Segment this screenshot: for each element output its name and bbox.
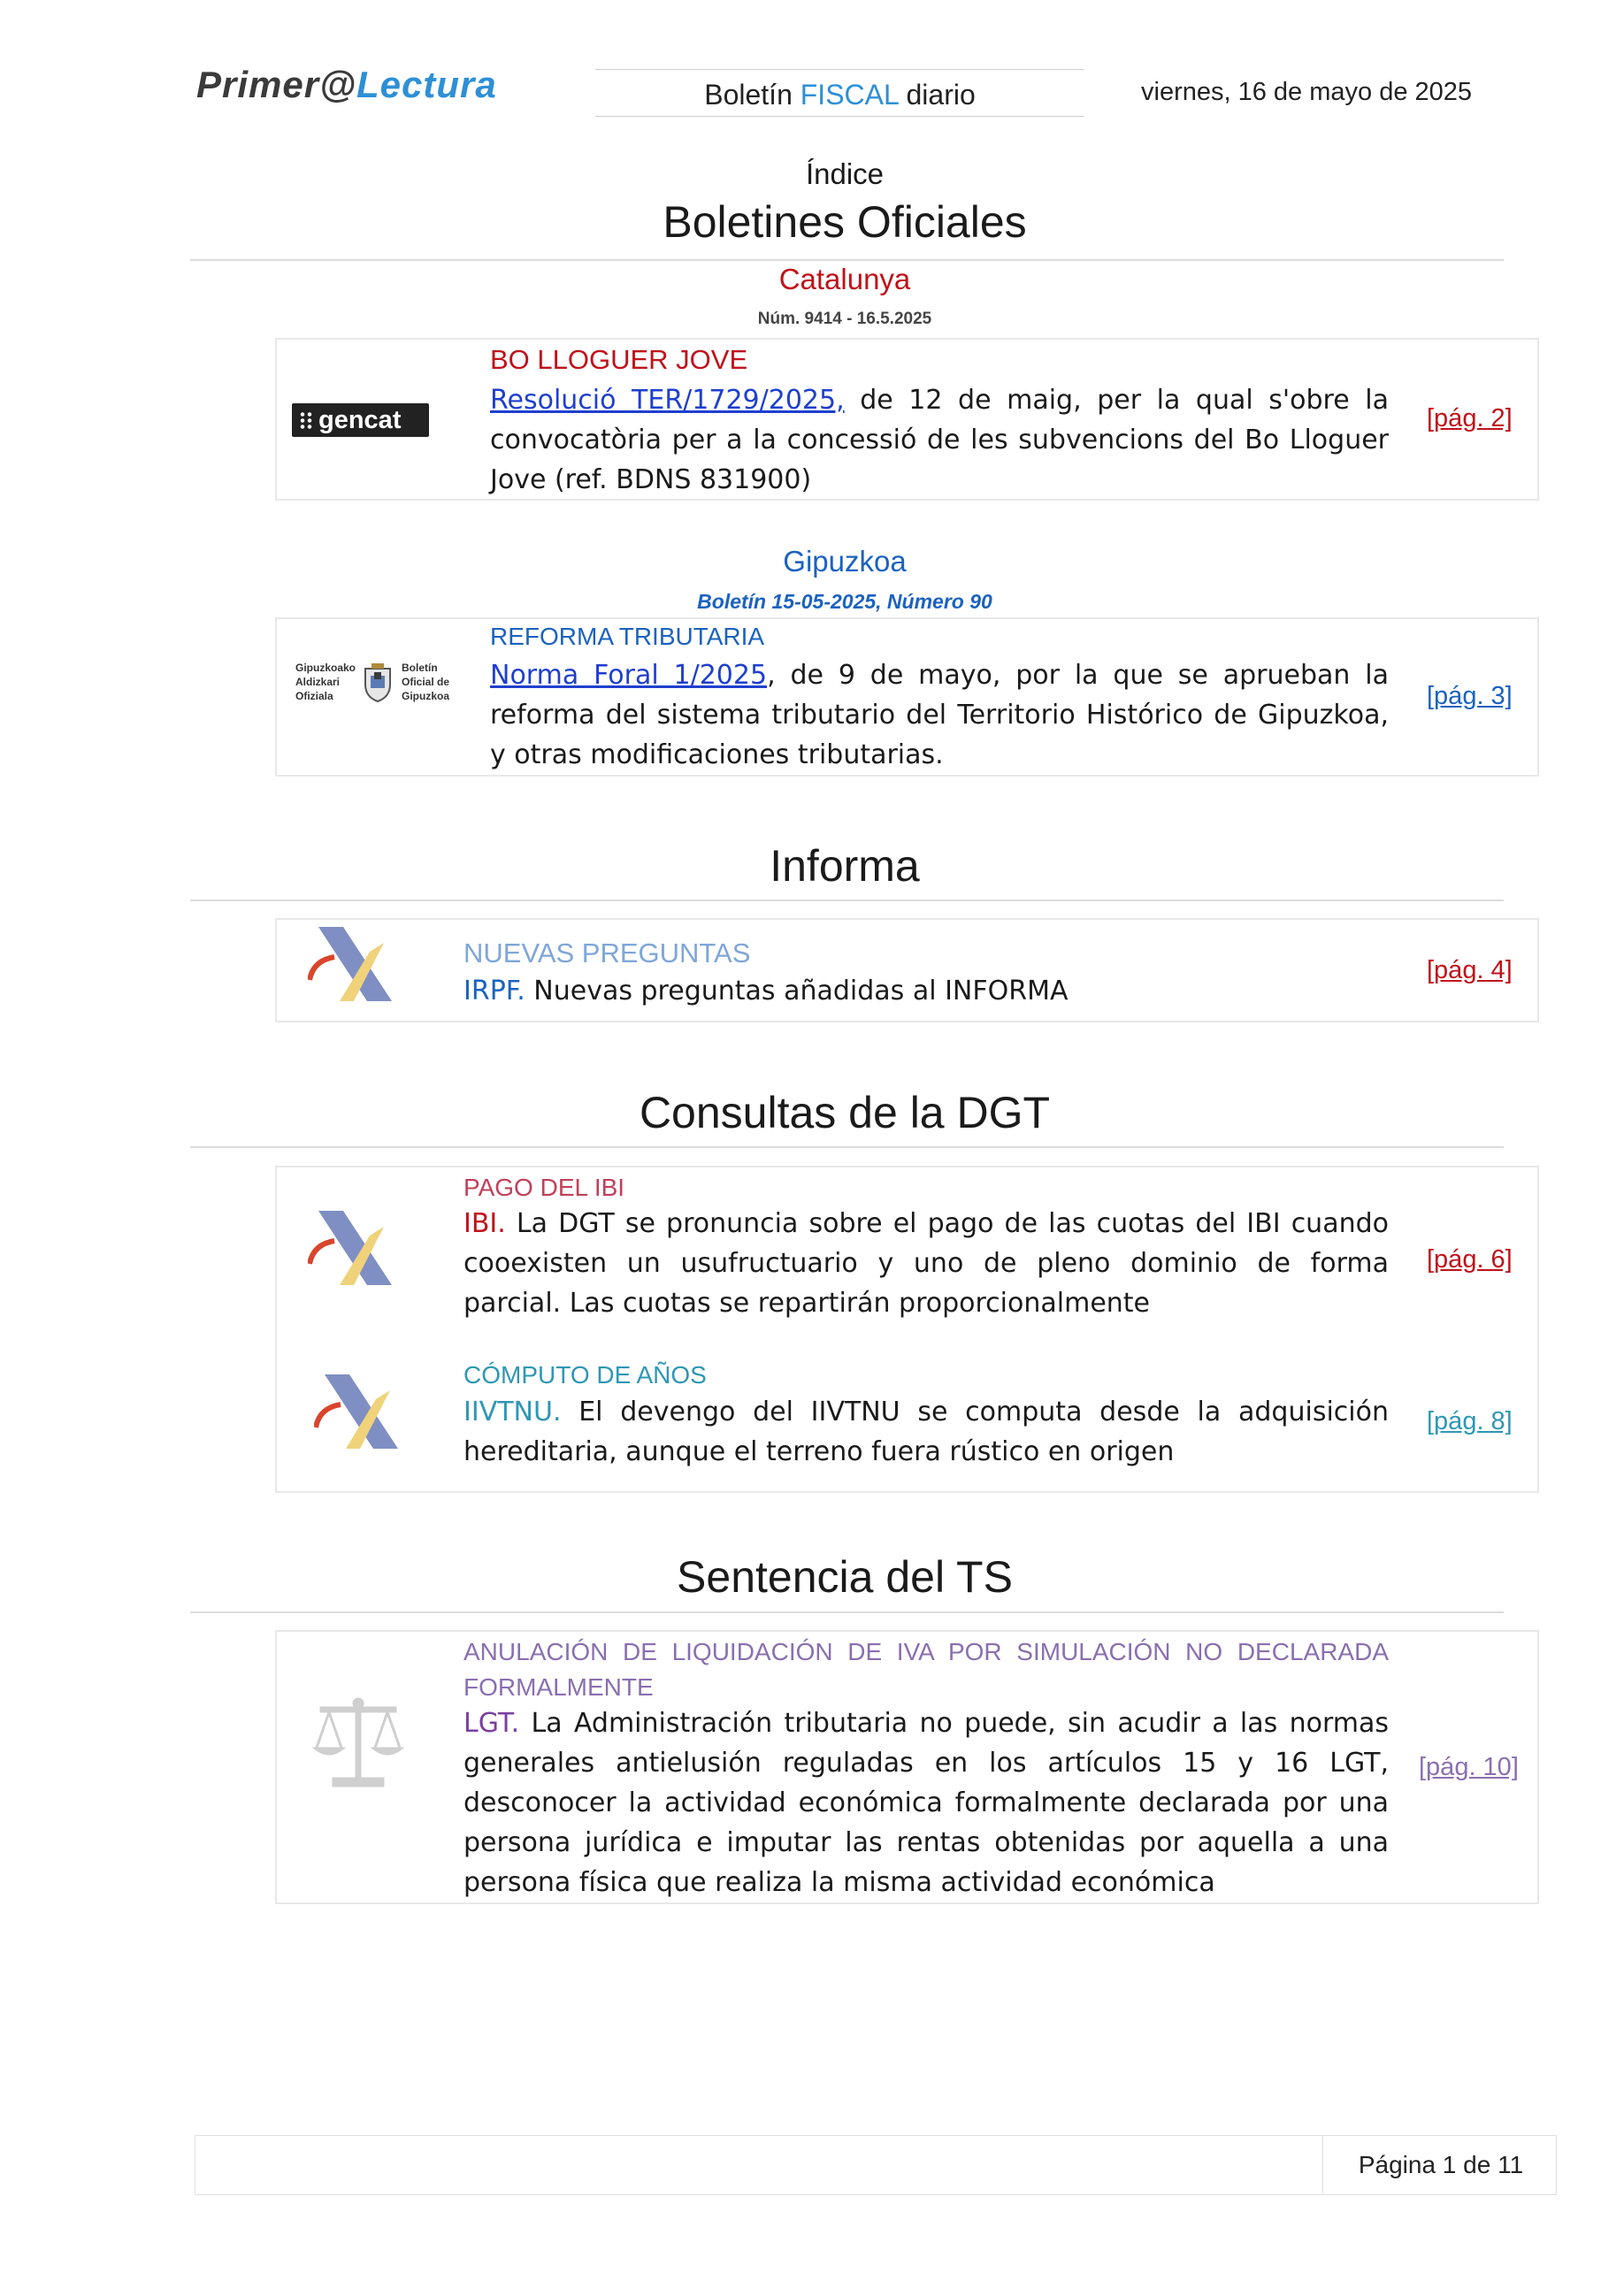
brand-part1: Primer@ xyxy=(196,64,357,105)
entry-body: La Administración tributaria no puede, sin acudir a las normas generales antielusión reguladas en los artículos 15 y 16 LGT, desconocer la actividad económica formalmente declarada por una persona jurídica e imputar las rentas obtenidas por aquella a una persona física que realiza la misma actividad económica xyxy=(463,1708,1389,1898)
page-link[interactable]: [pág. 8] xyxy=(1427,1407,1513,1435)
footer-divider xyxy=(1322,2135,1323,2195)
entry-text-informa xyxy=(463,971,1389,1011)
entry-body: La DGT se pronuncia sobre el pago de las cuotas del IBI cuando cooexisten un usufructuario y uno de pleno dominio de forma parcial. Las cuotas se repartirán proporcionalmente xyxy=(463,1208,1389,1319)
category-ts: ANULACIÓN DE LIQUIDACIÓN DE IVA POR SIMULACIÓN NO DECLARADA FORMALMENTE xyxy=(463,1638,1389,1701)
bulletin-title xyxy=(595,69,1084,117)
gipuzkoa-logo-left: Gipuzkoako xyxy=(295,662,356,674)
index-title: Índice xyxy=(805,157,885,190)
section-divider xyxy=(190,1611,1504,1613)
bulletin-title-accent: FISCAL xyxy=(800,79,899,111)
entry-text-gipuzkoa xyxy=(490,655,1389,775)
footer-page-number: Página 1 de 11 xyxy=(1358,2151,1524,2178)
page-link[interactable]: [pág. 10] xyxy=(1419,1753,1519,1781)
category-catalunya: BO LLOGUER JOVE xyxy=(490,344,748,375)
page-link[interactable]: [pág. 2] xyxy=(1427,404,1513,432)
bulletin-title-part2: diario xyxy=(898,79,976,111)
region-gipuzkoa: Gipuzkoa xyxy=(783,545,907,578)
page-link[interactable]: [pág. 3] xyxy=(1427,682,1513,710)
issue-catalunya: Núm. 9414 - 16.5.2025 xyxy=(757,310,932,328)
entry-body: Nuevas preguntas añadidas al INFORMA xyxy=(525,976,1069,1006)
section-title-boletines: Boletines Oficiales xyxy=(663,197,1027,247)
brand-part2: Lectura xyxy=(356,64,497,105)
aeat-logo-icon xyxy=(314,1373,402,1452)
gipuzkoa-logo-right: Gipuzkoa xyxy=(402,690,450,702)
gipuzkoa-logo-right: Boletín xyxy=(402,662,438,674)
entry-lead: LGT. xyxy=(463,1708,520,1739)
entry-body: El devengo del IIVTNU se computa desde la adquisición hereditaria, aunque el terreno fuera rústico en origen xyxy=(463,1397,1389,1467)
entry-body: , de 9 de mayo, por la que se aprueban la reforma del sistema tributario del Territorio Histórico de Gipuzkoa, y otras modificaciones tributarias. xyxy=(490,660,1389,770)
section-title-ts: Sentencia del TS xyxy=(677,1552,1013,1602)
gencat-dots-icon xyxy=(299,411,313,429)
entry-text-catalunya xyxy=(490,380,1389,500)
category-informa: NUEVAS PREGUNTAS xyxy=(463,938,751,968)
header-date: viernes, 16 de mayo de 2025 xyxy=(1141,78,1473,106)
gipuzkoa-logo-left: Ofiziala xyxy=(295,690,333,702)
entry-lead: IBI. xyxy=(463,1208,506,1239)
gencat-logo-text: gencat xyxy=(318,406,402,434)
gencat-logo xyxy=(292,403,429,437)
entry-text-dgt-ibi xyxy=(463,1204,1389,1323)
section-title-informa: Informa xyxy=(770,841,920,891)
scales-icon xyxy=(310,1696,407,1792)
entry-lead: IIVTNU. xyxy=(463,1397,562,1427)
gipuzkoa-logo xyxy=(292,660,469,722)
gipuzkoa-logo-right: Oficial de xyxy=(402,676,450,688)
gipuzkoa-logo-left: Aldizkari xyxy=(295,676,341,688)
aeat-logo-icon xyxy=(308,925,396,1005)
page-link[interactable]: [pág. 4] xyxy=(1427,956,1513,984)
gipuzkoa-crest-icon xyxy=(363,663,393,702)
section-divider xyxy=(190,899,1504,901)
resolucio-link[interactable]: Resolució TER/1729/2025, xyxy=(490,385,845,416)
category-dgt-ibi: PAGO DEL IBI xyxy=(463,1174,625,1201)
norma-foral-link[interactable]: Norma Foral 1/2025 xyxy=(490,660,768,691)
aeat-logo-icon xyxy=(308,1209,396,1289)
issue-gipuzkoa: Boletín 15-05-2025, Número 90 xyxy=(697,590,992,613)
brand-logo xyxy=(196,64,497,106)
page-link[interactable]: [pág. 6] xyxy=(1427,1245,1513,1274)
section-divider xyxy=(190,259,1504,261)
entry-text-ts xyxy=(463,1703,1389,1902)
region-catalunya: Catalunya xyxy=(778,263,911,295)
category-gipuzkoa: REFORMA TRIBUTARIA xyxy=(490,623,765,650)
entry-text-dgt-computo xyxy=(463,1392,1389,1472)
entry-lead: IRPF. xyxy=(463,976,525,1006)
section-divider xyxy=(190,1146,1504,1148)
entry-body: de 12 de maig, per la qual s'obre la convocatòria per a la concessió de les subvencions del Bo Lloguer Jove (ref. BDNS 831900) xyxy=(490,385,1389,495)
section-title-dgt: Consultas de la DGT xyxy=(639,1088,1051,1137)
category-dgt-computo: CÓMPUTO DE AÑOS xyxy=(463,1361,707,1389)
bulletin-title-part1: Boletín xyxy=(704,79,801,111)
